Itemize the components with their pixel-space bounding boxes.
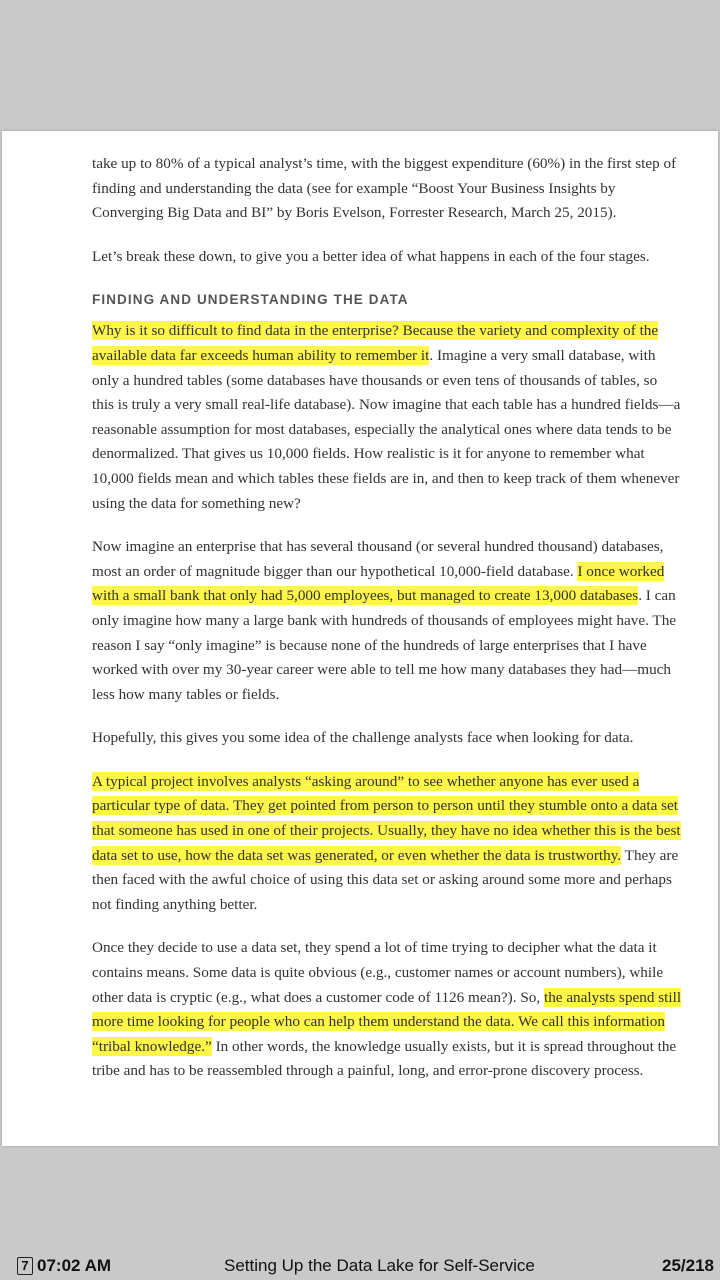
highlight[interactable]: A typical project involves analysts “asking around” to see whether anyone has ever used a particular type of data. They get pointed from person to person until they stumble onto a data set that someone has used in one of their projects. Usually, they have no idea whether this is the best data set to use, how the data set was generated, or even whether the data is trustworthy. [92,772,681,864]
page-counter: 25/218 [662,1256,714,1275]
paragraph-why-difficult [92,319,682,516]
paragraph-challenge: Hopefully, this gives you some idea of the challenge analysts face when looking for data. [92,729,634,747]
paragraph-text: . Imagine a very small database, with only a hundred tables (some databases have thousands or even tens of thousands of tables, so this is truly a very small real-life database). Now imagine that each table has a hundred fields—a reasonable assumption for most databases, especially the analytical ones where data tends to be denormalized. That gives us 10,000 fields. How realistic is it for anyone to remember what 10,000 fields mean and which tables these fields are in, and then to keep track of them whenever using the data for something new? [92,346,681,512]
reader-status-bar [0,1252,720,1280]
highlight[interactable]: the analysts spend still more time looking for people who can help them understand the data. We call this information “tribal knowledge.” [92,988,682,1055]
section-heading: FINDING AND UNDERSTANDING THE DATA [92,292,409,308]
paragraph-text: Now imagine an enterprise that has several thousand (or several hundred thousand) databases, most an order of magnitude bigger than our hypothetical 10,000-field database. [92,538,664,580]
paragraph-breakdown: Let’s break these down, to give you a better idea of what happens in each of the four stages. [92,247,650,265]
page-content [92,152,682,1103]
highlight[interactable]: I once worked with a small bank that only had 5,000 employees, but managed to create 13,000 databases [92,562,665,605]
paragraph-tribal-knowledge [92,936,682,1084]
paragraph-typical-project [92,770,682,918]
book-title: Setting Up the Data Lake for Self-Service [224,1256,535,1275]
paragraph-text: They are then faced with the awful choice of using this data set or asking around some more and perhaps not finding anything better. [92,846,679,913]
paragraph-enterprise-databases [92,535,682,707]
paragraph-text: . I can only imagine how many a large bank with hundreds of thousands of employees might have. The reason I say “only imagine” is because none of the hundreds of large enterprises that I have worked with over my 30-year career were able to tell me how many databases they had—much less how many tables or fields. [92,587,677,703]
paragraph-text: Once they decide to use a data set, they spend a lot of time trying to decipher what the data it contains means. Some data is quite obvious (e.g., customer names or account numbers), while other data is cryptic (e.g., what does a customer code of 1126 mean?). So, [92,939,664,1006]
highlight[interactable]: Why is it so difficult to find data in the enterprise? Because the variety and complexity of the available data far exceeds human ability to remember it [92,322,659,364]
paragraph-text: In other words, the knowledge usually exists, but it is spread throughout the tribe and has to be reassembled through a painful, long, and error-prone discovery process. [92,1037,677,1080]
page-number-icon[interactable]: 7 [17,1257,33,1275]
paragraph-intro: take up to 80% of a typical analyst’s time, with the biggest expenditure (60%) in the first step of finding and understanding the data (see for example “Boost Your Business Insights by Converging Big Data and BI” by Boris Evelson, Forrester Research, March 25, 2015). [92,155,677,222]
clock-time: 07:02 AM [37,1256,112,1275]
